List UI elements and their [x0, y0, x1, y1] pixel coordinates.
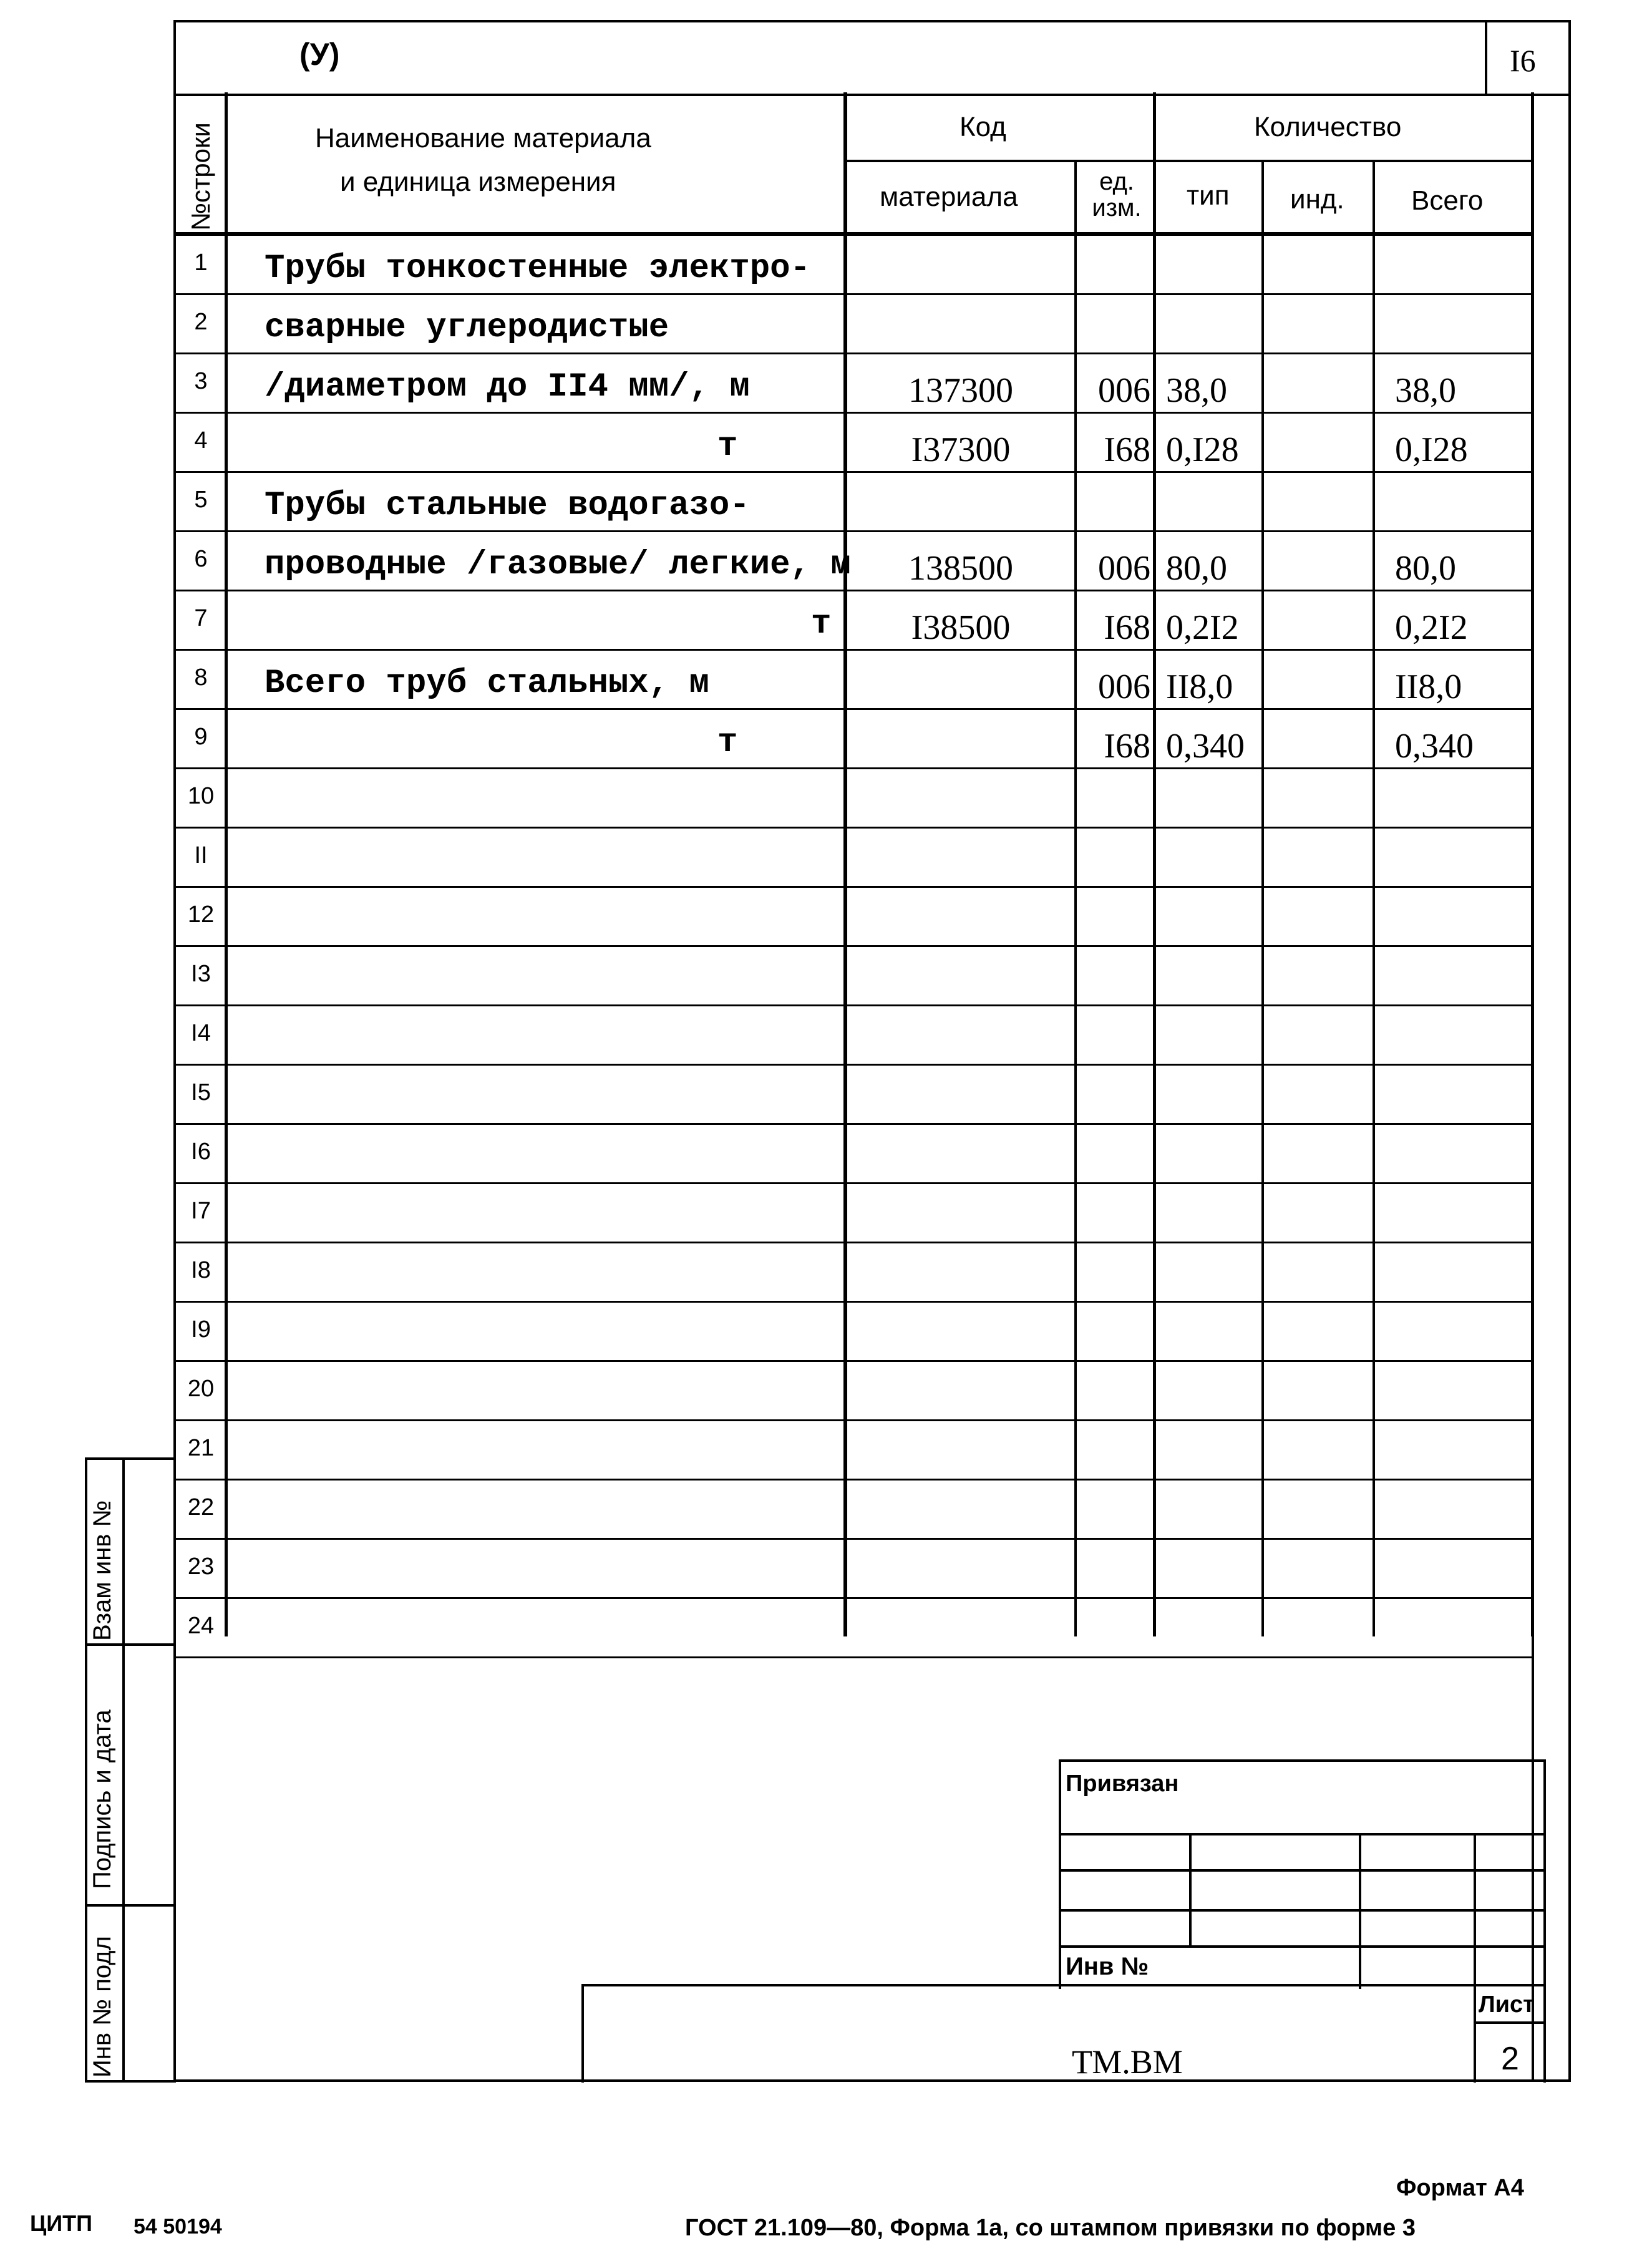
row-material-name: Трубы стальные водогазо-	[265, 487, 750, 525]
stamp-doc-code: ТМ.ВМ	[1072, 2043, 1183, 2081]
row-material-name: /диаметром до II4 мм/, м	[265, 368, 750, 406]
row-number: 8	[194, 664, 208, 691]
table-row	[0, 769, 1652, 829]
header-qty-type: тип	[1187, 180, 1230, 211]
row-qty-total: 80,0	[1395, 549, 1456, 588]
stamp-line-4	[1059, 1945, 1545, 1948]
row-number: 21	[187, 1435, 215, 1461]
sheet-tag: (У)	[299, 37, 340, 72]
row-number: I9	[191, 1316, 211, 1343]
row-material-name: Всего труб стальных, м	[265, 664, 709, 703]
row-qty-total: 0,2I2	[1395, 608, 1468, 647]
stamp-right	[1543, 1759, 1546, 2083]
row-unit-code: 006	[1098, 371, 1150, 410]
row-unit-code: 006	[1098, 549, 1150, 588]
side-strip-sep1	[85, 1643, 176, 1646]
table-row	[0, 651, 1652, 710]
title-block-top	[581, 1984, 1546, 1986]
page-number: I6	[1510, 43, 1536, 78]
stamp-line-2	[1059, 1869, 1545, 1872]
row-material-code: I37300	[911, 430, 1011, 469]
row-number: 20	[187, 1376, 215, 1402]
row-material-name: т	[717, 724, 738, 762]
table-row	[0, 829, 1652, 888]
stamp-privyazan: Привязан	[1066, 1771, 1179, 1797]
side-podpis-data: Подпись и дата	[89, 1709, 116, 1889]
header-quantity: Количество	[1254, 112, 1402, 142]
title-block-left	[581, 1984, 584, 2083]
table-row	[0, 1362, 1652, 1421]
row-qty-type: 80,0	[1166, 549, 1227, 588]
header-qty-total: Всего	[1411, 185, 1484, 216]
table-row	[0, 1421, 1652, 1480]
row-number: 23	[187, 1553, 215, 1580]
table-row	[0, 1006, 1652, 1066]
table-row	[0, 1599, 1652, 1658]
row-number: II	[194, 842, 208, 868]
header-code: Код	[960, 112, 1006, 142]
table-row	[0, 591, 1652, 651]
row-number: 24	[187, 1613, 215, 1639]
row-qty-total: 0,I28	[1395, 430, 1468, 469]
table-row	[0, 295, 1652, 354]
table-row	[0, 947, 1652, 1006]
side-inv-podl: Инв № подл	[89, 1936, 116, 2078]
stamp-line-3	[1059, 1909, 1545, 1912]
org-code: 54 50194	[134, 2215, 222, 2239]
row-number: 5	[194, 487, 208, 513]
row-number: 1	[194, 250, 208, 276]
row-material-name: Трубы тонкостенные электро-	[265, 250, 810, 288]
row-number: 4	[194, 427, 208, 454]
table-row	[0, 1303, 1652, 1362]
row-number: 3	[194, 368, 208, 394]
side-strip-top	[85, 1457, 176, 1460]
row-qty-type: 0,2I2	[1166, 608, 1239, 647]
row-number: I7	[191, 1198, 211, 1224]
side-vzam-inv: Взам инв №	[89, 1500, 116, 1641]
row-number: I8	[191, 1257, 211, 1283]
row-material-code: 137300	[908, 371, 1013, 410]
row-material-name: т	[811, 605, 832, 643]
row-qty-total: II8,0	[1395, 668, 1462, 706]
stamp-line-1	[1059, 1833, 1545, 1835]
row-unit-code: 006	[1098, 668, 1150, 706]
row-qty-total: 0,340	[1395, 727, 1474, 766]
table-row	[0, 354, 1652, 414]
side-strip-mid	[122, 1457, 125, 2083]
row-number: 10	[187, 783, 215, 809]
row-number: 9	[194, 724, 208, 750]
side-strip-left	[85, 1457, 87, 2083]
table-row	[0, 1184, 1652, 1243]
stamp-sheet-label: Лист	[1479, 1991, 1535, 2018]
table-row	[0, 710, 1652, 769]
row-number: 22	[187, 1494, 215, 1520]
row-qty-type: II8,0	[1166, 668, 1233, 706]
row-qty-type: 0,I28	[1166, 430, 1239, 469]
row-material-code: 138500	[908, 549, 1013, 588]
table-row	[0, 473, 1652, 532]
side-strip-bottom	[85, 2080, 176, 2083]
header-name-line1: Наименование материала	[315, 123, 651, 153]
stamp-left	[1059, 1759, 1061, 1989]
stamp-top	[1059, 1759, 1545, 1762]
header-name-line2: и единица измерения	[340, 167, 616, 197]
stamp-sheet-no: 2	[1501, 2041, 1519, 2077]
row-number: 2	[194, 309, 208, 335]
row-qty-type: 0,340	[1166, 727, 1245, 766]
row-unit-code: I68	[1104, 727, 1150, 766]
header-subline	[844, 160, 1533, 162]
sheet-label-line	[1474, 2021, 1546, 2024]
row-qty-total: 38,0	[1395, 371, 1456, 410]
format-label: Формат А4	[1396, 2175, 1524, 2201]
table-row	[0, 414, 1652, 473]
table-row	[0, 1066, 1652, 1125]
row-material-code: I38500	[911, 608, 1011, 647]
table-row	[0, 888, 1652, 947]
header-row-no: №строки	[186, 122, 215, 231]
row-number: 7	[194, 605, 208, 631]
table-row	[0, 1480, 1652, 1540]
row-qty-type: 38,0	[1166, 371, 1227, 410]
row-number: I4	[191, 1020, 211, 1046]
stamp-col-2	[1359, 1834, 1361, 1989]
row-number: 12	[187, 902, 215, 928]
side-strip-sep2	[85, 1904, 176, 1907]
row-number: I5	[191, 1079, 211, 1106]
row-number: I6	[191, 1139, 211, 1165]
header-code-unit: ед. изм.	[1092, 168, 1142, 221]
stamp-inv-no: Инв №	[1066, 1953, 1149, 1980]
row-number: 6	[194, 546, 208, 572]
table-row	[0, 236, 1652, 295]
table-row	[0, 1243, 1652, 1303]
table-row	[0, 532, 1652, 591]
stamp-col-1	[1189, 1834, 1192, 1947]
row-number: I3	[191, 961, 211, 987]
row-unit-code: I68	[1104, 608, 1150, 647]
org-label: ЦИТП	[30, 2210, 93, 2236]
row-unit-code: I68	[1104, 430, 1150, 469]
table-row	[0, 1125, 1652, 1184]
header-qty-ind: инд.	[1290, 184, 1344, 215]
row-material-name: проводные /газовые/ легкие, м	[265, 546, 851, 584]
standard-label: ГОСТ 21.109—80, Форма 1а, со штампом привязки по форме 3	[685, 2215, 1416, 2241]
header-code-material: материала	[880, 182, 1018, 212]
row-material-name: сварные углеродистые	[265, 309, 669, 347]
table-row	[0, 1540, 1652, 1599]
page-number-divider	[1485, 20, 1487, 95]
stamp-col-3	[1474, 1834, 1476, 2083]
row-material-name: т	[717, 427, 738, 465]
